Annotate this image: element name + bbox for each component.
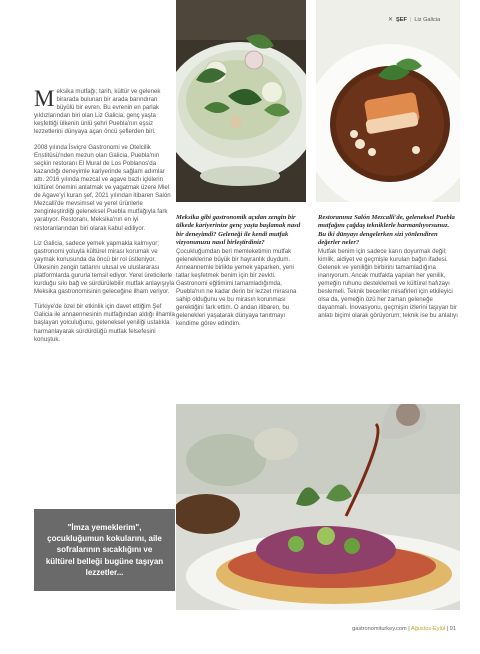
intro-paragraph [34, 88, 175, 137]
paragraph-2: 2008 yılında İsviçre Gastronomi ve Otelcilik Enstitüsü'nden mezun olan Galicia, Puebla'nın seçkin restoranı El Mural de Los Poblanos'da kazandığı deneyimle kariyerinde sağlam adımlar attı. 2016 yılında mezcal ve agave bazlı içkilerin kültürel önemini anlatmak ve yagatmak üzere Miel de Agave'yi kuran şef, 2021 yılından itibaren Salón Mezcalli'de mevsimsel ve yerel ürünlerle zenginleştirdiği geleneksel Puebla mutfağıyla fark yaratıyor. Restoranı, Meksika'nın en iyi restoranlarından biri olarak kabul ediliyor. [34, 143, 171, 232]
footer-site: gastronomiturkey.com [352, 626, 407, 632]
footer-issue-month: Ağustos-Eylül [410, 626, 446, 632]
interview-question-2: Restoranınız Salón Mezcalli'de, geleneksel Puebla mutfağını çağdaş tekniklerle harmanlıyorsunuz. Bu iki dünyayı dengelerken sizi yönlendiren değerler neler? [318, 214, 455, 247]
intro-paragraph-text: eksika mutfağı; tarih, kültür ve gelenek birarada bulunan bir arada barındıran büyülü bir evren. Bu evrenin en parlak yıldızlarından biri olan Liz Galicia, genç yaşta keşfettiği ülkenin ünlü şehri Puebla'nın eşsiz lezzetlerini dünyaya açan öncü şeflerden biri. [34, 88, 161, 136]
article-column-2 [176, 214, 306, 329]
header-separator: | [409, 16, 412, 23]
footer-separator-2: | [446, 626, 449, 632]
paragraph-4: Türkiye'de özel bir etkinlik için davet ettiğim Şef Galicia ile annaennesinin mutfağından aldığı ilhamla başlayan yolculuğunu, geleneksel yeniliği ustalıkla harmanlayarak sürdürdüğü mutfak felsefesini konuştuk. [34, 303, 175, 343]
interview-answer-1: Çocukluğumdan beri memleketimin mutfak geleneklerine büyük bir hayranlık duydum. Anneannemle birlikte yemek yaparken, yeni tatlar keşfetmek benim için bir zevkti. Gastronomi eğitimimi tamamladığımda, Puebla'nın ne kadar derin bir lezzet mirasına sahip olduğunu ve bu mirasın korunması gerektiğini fark ettim. O andan itibaren, bu gelenekleri yaşatarak dünyaya tanıtmayı kendime görev edindim. [176, 247, 297, 328]
pull-quote-text: "İmza yemeklerim", çocukluğumun kokularını, aile sofralarının sıcaklığını ve kültürel belleği bugüne taşıyan lezzetler... [45, 523, 164, 577]
magazine-section-header [388, 16, 440, 23]
tostada-sauce-pour-photo [176, 404, 460, 610]
section-subject: Liz Galicia [414, 16, 441, 23]
interview-question-1: Meksika gibi gastronomik açıdan zengin bir ülkede kariyerinize genç yaşta başlamak nasıl bir deneyimdi? Geleneği ile kendi mutfak vizyonunuzu nasıl birleştirdiniz? [176, 214, 301, 247]
pork-belly-mole-photo [316, 0, 460, 202]
knife-fork-icon: ✕ [388, 17, 394, 23]
article-column-3 [318, 214, 458, 320]
plated-salad-photo [176, 0, 306, 202]
footer-separator-1: | [408, 626, 410, 632]
article-column-1 [34, 88, 175, 351]
paragraph-3: Liz Galicia, sadece yemek yapmakla kalmıyor; gastronomi yoluyla kültürel mirası korumak ve yaymak konusunda da öncü bir rol üstleniyor. Ülkesinin zengin tatlarını ulusal ve uluslararası platformlarda gururla temsil ediyor. Yerel üreticilerle kurduğu sıkı bağ ve sürdürülebilir mutfak anlayışıyla Meksika gastronomisinin geleceğine ilham veriyor. [34, 239, 175, 296]
drop-cap: M [34, 86, 55, 111]
pull-quote-box [34, 509, 175, 591]
interview-answer-2: Mutfak benim için sadece karın doyurmak değil; kimlik, aidiyet ve geçmişle kurulan bağın ifadesi. Gelenek ve yeniliğin birbirini tamamladığına inanıyorum. Ancak mutfakta yapılan her yenilik, yemeğin ruhunu desteklemeli ve kültürel hafızayı beslemeli. Teknik beceriler misafirleri için etkileyici olsa da, yemeğin özü her zaman geleneğe dayanmalı. İnovasyonu, geçmişin izlerini taşıyan bir anlatı biçimi olarak görüyorum; teknik ise bu anlatıyı [318, 247, 458, 320]
page-footer [352, 626, 456, 632]
page-number: 91 [449, 626, 456, 632]
section-brand: ŞEF [396, 16, 407, 23]
